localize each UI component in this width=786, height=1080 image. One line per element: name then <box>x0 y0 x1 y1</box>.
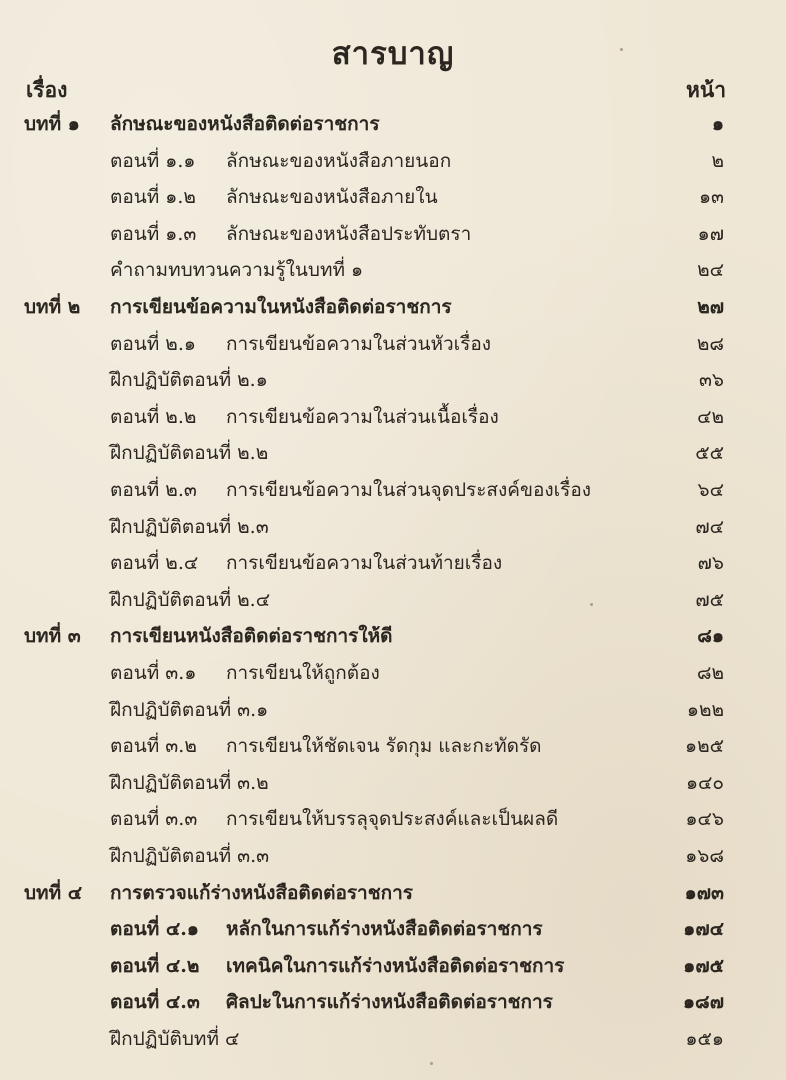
toc-entry-row <box>0 692 786 728</box>
page-number: ๖๔ <box>697 479 724 501</box>
page-number: ๗๔ <box>695 515 724 538</box>
page-number: ๗๖ <box>697 552 724 575</box>
section-number: ตอนที่ ๒.๑ <box>110 332 196 355</box>
entry-title <box>110 582 270 618</box>
entry-title <box>110 179 438 215</box>
page-number: ๘๑ <box>697 625 724 648</box>
page-number: ๒๔ <box>697 259 724 282</box>
entry-text: เทคนิคในการแก้ร่างหนังสือติดต่อราชการ <box>226 954 565 977</box>
toc-entry-row <box>0 1021 786 1057</box>
entry-text: ฝึกปฏิบัติตอนที่ ๒.๑ <box>110 369 268 392</box>
toc-entry-row <box>0 509 786 545</box>
section-number: ตอนที่ ๑.๒ <box>110 186 196 209</box>
page-title: สารบาญ <box>331 36 455 72</box>
entry-title <box>110 252 363 288</box>
page-number: ๑๖๘ <box>685 845 724 867</box>
toc-entry-row <box>0 472 786 508</box>
entry-text: คำถามทบทวนความรู้ในบทที่ ๑ <box>110 259 364 282</box>
toc-entry-row <box>0 582 786 618</box>
toc-entry-row <box>0 216 786 252</box>
page-number: ๑๗ <box>697 222 724 245</box>
entry-text: ลักษณะของหนังสือติดต่อราชการ <box>110 113 380 135</box>
entry-text: การเขียนให้ชัดเจน รัดกุม และกะทัดรัด <box>226 735 542 758</box>
entry-title <box>110 289 452 325</box>
page-number: ๘๒ <box>696 662 724 684</box>
entry-text: ศิลปะในการแก้ร่างหนังสือติดต่อราชการ <box>226 991 553 1014</box>
entry-text: ฝึกปฏิบัติบทที่ ๔ <box>110 1028 240 1050</box>
section-number: ตอนที่ ๑.๑ <box>110 149 196 172</box>
page-number: ๔๒ <box>697 405 724 428</box>
column-header-topic: เรื่อง <box>26 77 68 102</box>
toc-entry-row <box>0 326 786 362</box>
toc-entry-row <box>0 399 786 435</box>
page-number: ๓๖ <box>698 369 724 392</box>
entry-text: ลักษณะของหนังสือภายนอก <box>226 149 452 172</box>
toc-entry-row <box>0 545 786 581</box>
toc-entry-row <box>0 801 786 837</box>
toc-entry-row <box>0 728 786 764</box>
entry-title <box>110 143 451 179</box>
entry-title <box>110 106 380 142</box>
entry-title <box>110 838 269 874</box>
entry-title <box>110 362 268 398</box>
page-number: ๑ <box>711 113 724 135</box>
page-number: ๑๒๕ <box>685 735 724 758</box>
chapter-number: บทที่ ๒ <box>24 296 81 318</box>
paper-speck <box>620 48 623 51</box>
page-number: ๑๒๒ <box>686 698 724 721</box>
section-number: ตอนที่ ๒.๒ <box>110 405 197 428</box>
entry-title <box>110 472 591 508</box>
paper-speck <box>590 603 593 606</box>
toc-entry-row <box>0 655 786 691</box>
page-number: ๑๗๕ <box>683 954 724 977</box>
entry-title <box>110 655 380 691</box>
entry-text: ฝึกปฏิบัติตอนที่ ๒.๔ <box>110 588 271 611</box>
section-number: ตอนที่ ๒.๓ <box>110 479 197 501</box>
toc-entry-row <box>0 984 786 1020</box>
entry-title <box>110 509 269 545</box>
entry-text: การเขียนข้อความในส่วนหัวเรื่อง <box>226 332 492 355</box>
page-number: ๕๕ <box>695 442 724 465</box>
section-number: ตอนที่ ๓.๑ <box>110 662 197 684</box>
page-number: ๗๕ <box>695 588 724 611</box>
section-number: ตอนที่ ๑.๓ <box>110 222 197 245</box>
entry-text: ลักษณะของหนังสือประทับตรา <box>226 222 472 245</box>
entry-text: ฝึกปฏิบัติตอนที่ ๓.๒ <box>110 771 269 794</box>
toc-entry-row <box>0 838 786 874</box>
toc-chapter-row <box>0 875 786 911</box>
page-number: ๑๕๑ <box>685 1028 724 1050</box>
page-number: ๑๓ <box>698 186 724 209</box>
entry-title <box>110 728 542 764</box>
entry-text: ลักษณะของหนังสือภายใน <box>226 186 438 209</box>
toc-entry-row <box>0 765 786 801</box>
entry-title <box>110 765 269 801</box>
entry-text: หลักในการแก้ร่างหนังสือติดต่อราชการ <box>226 918 543 941</box>
paper-speck <box>430 1062 433 1065</box>
section-number: ตอนที่ ๒.๔ <box>110 552 199 575</box>
entry-title <box>110 216 471 252</box>
entry-text: การเขียนข้อความในส่วนจุดประสงค์ของเรื่อง <box>226 479 592 501</box>
entry-title <box>110 326 491 362</box>
chapter-number: บทที่ ๑ <box>24 113 80 135</box>
entry-title <box>110 875 413 911</box>
entry-text: การเขียนข้อความในส่วนเนื้อเรื่อง <box>226 405 499 428</box>
entry-title <box>110 948 564 984</box>
toc-entry-row <box>0 362 786 398</box>
entry-title <box>110 618 393 654</box>
entry-title <box>110 911 543 947</box>
entry-title <box>110 545 502 581</box>
page-number: ๑๗๔ <box>683 918 724 941</box>
entry-text: การเขียนหนังสือติดต่อราชการให้ดี <box>110 625 393 648</box>
section-number: ตอนที่ ๓.๓ <box>110 808 198 831</box>
entry-text: การเขียนให้ถูกต้อง <box>226 662 380 684</box>
toc-chapter-row <box>0 289 786 325</box>
entry-text: การเขียนข้อความในส่วนท้ายเรื่อง <box>226 552 503 575</box>
entry-title <box>110 692 268 728</box>
entry-text: ฝึกปฏิบัติตอนที่ ๒.๓ <box>110 515 269 538</box>
entry-text: ฝึกปฏิบัติตอนที่ ๒.๒ <box>110 442 269 465</box>
toc-chapter-row <box>0 618 786 654</box>
entry-text: การตรวจแก้ร่างหนังสือติดต่อราชการ <box>110 881 413 904</box>
column-header-page: หน้า <box>686 77 726 102</box>
page-number: ๒๘ <box>696 332 724 355</box>
section-number: ตอนที่ ๔.๒ <box>110 954 200 977</box>
toc-entry-row <box>0 179 786 215</box>
toc-entry-row <box>0 252 786 288</box>
toc-chapter-row <box>0 106 786 142</box>
page-number: ๑๔๖ <box>685 808 724 831</box>
section-number: ตอนที่ ๔.๑ <box>110 918 199 941</box>
section-number: ตอนที่ ๔.๓ <box>110 991 200 1014</box>
page-number: ๑๘๗ <box>682 991 724 1014</box>
entry-title <box>110 984 553 1020</box>
entry-text: ฝึกปฏิบัติตอนที่ ๓.๑ <box>110 698 269 721</box>
toc-entry-row <box>0 143 786 179</box>
page-number: ๑๗๓ <box>684 881 724 904</box>
entry-text: การเขียนข้อความในหนังสือติดต่อราชการ <box>110 296 452 318</box>
toc-entry-row <box>0 435 786 471</box>
toc-entry-row <box>0 948 786 984</box>
entry-text: การเขียนให้บรรลุจุดประสงค์และเป็นผลดี <box>226 808 559 831</box>
entry-title <box>110 1021 239 1057</box>
page-number: ๑๔๐ <box>685 771 724 794</box>
section-number: ตอนที่ ๓.๒ <box>110 735 197 758</box>
chapter-number: บทที่ ๔ <box>24 881 83 904</box>
entry-title <box>110 399 499 435</box>
toc-entry-row <box>0 911 786 947</box>
chapter-number: บทที่ ๓ <box>24 625 81 648</box>
entry-title <box>110 801 558 837</box>
page-number: ๒ <box>711 149 724 172</box>
entry-title <box>110 435 268 471</box>
page-number: ๒๗ <box>697 296 724 318</box>
entry-text: ฝึกปฏิบัติตอนที่ ๓.๓ <box>110 845 270 867</box>
